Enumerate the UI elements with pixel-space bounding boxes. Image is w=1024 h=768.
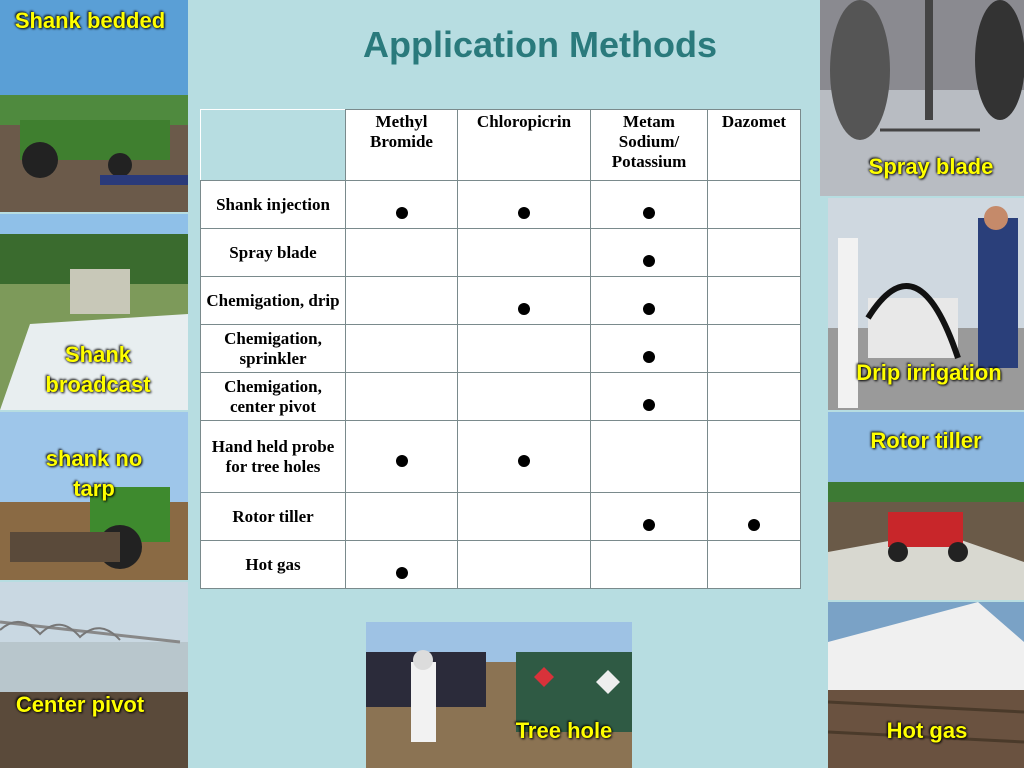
- table-row: [201, 277, 801, 325]
- table-cell: [346, 541, 458, 589]
- table-cell: [346, 493, 458, 541]
- row-header: Hot gas: [201, 541, 346, 589]
- caption-tree-hole: Tree hole: [515, 718, 613, 743]
- table-body: [201, 181, 801, 589]
- table-cell: [458, 493, 591, 541]
- caption-shank-broadcast: Shank broadcast: [45, 342, 151, 397]
- table-cell: [346, 229, 458, 277]
- table-row: [201, 373, 801, 421]
- caption-hot-gas: Hot gas: [886, 718, 968, 743]
- column-header: Dazomet: [708, 110, 801, 181]
- table-header-row: [201, 110, 801, 181]
- caption-shank-bedded: Shank bedded: [14, 8, 166, 33]
- table-cell: [346, 373, 458, 421]
- applies-dot: [643, 207, 655, 219]
- row-header: Spray blade: [201, 229, 346, 277]
- applies-dot: [643, 519, 655, 531]
- applies-dot: [643, 399, 655, 411]
- table-cell: [591, 229, 708, 277]
- photo-center-pivot: [0, 582, 188, 768]
- table-cell: [591, 541, 708, 589]
- applies-dot: [518, 455, 530, 467]
- row-header: Chemigation, sprinkler: [201, 325, 346, 373]
- table-cell: [708, 421, 801, 493]
- row-header: Hand held probe for tree holes: [201, 421, 346, 493]
- table-corner: [201, 110, 346, 181]
- table-row: [201, 325, 801, 373]
- table-row: [201, 229, 801, 277]
- table-cell: [458, 181, 591, 229]
- table-cell: [591, 421, 708, 493]
- table-cell: [458, 421, 591, 493]
- application-methods-table: [200, 109, 801, 589]
- table-row: [201, 493, 801, 541]
- caption-shank-no-tarp: shank no tarp: [45, 446, 143, 501]
- table-cell: [708, 493, 801, 541]
- table-row: [201, 541, 801, 589]
- photo-tree-hole: [366, 622, 632, 768]
- table-cell: [591, 277, 708, 325]
- applies-dot: [396, 207, 408, 219]
- caption-spray-blade: Spray blade: [868, 154, 994, 179]
- applies-dot: [396, 567, 408, 579]
- applies-dot: [643, 303, 655, 315]
- table-cell: [346, 325, 458, 373]
- applies-dot: [518, 303, 530, 315]
- table-cell: [346, 181, 458, 229]
- column-header: Methyl Bromide: [346, 110, 458, 181]
- caption-center-pivot: Center pivot: [15, 692, 145, 717]
- row-header: Shank injection: [201, 181, 346, 229]
- caption-rotor-tiller: Rotor tiller: [870, 428, 982, 453]
- table-cell: [346, 421, 458, 493]
- table-cell: [591, 373, 708, 421]
- column-header: Chloropicrin: [458, 110, 591, 181]
- applies-dot: [643, 351, 655, 363]
- table-cell: [458, 325, 591, 373]
- row-header: Rotor tiller: [201, 493, 346, 541]
- table-cell: [458, 373, 591, 421]
- table-cell: [708, 373, 801, 421]
- applies-dot: [748, 519, 760, 531]
- applies-dot: [643, 255, 655, 267]
- table-row: [201, 181, 801, 229]
- applies-dot: [396, 455, 408, 467]
- table-cell: [708, 541, 801, 589]
- table-cell: [708, 325, 801, 373]
- row-header: Chemigation, drip: [201, 277, 346, 325]
- table-row: [201, 421, 801, 493]
- table-cell: [458, 541, 591, 589]
- table-cell: [346, 277, 458, 325]
- table-cell: [591, 325, 708, 373]
- table-cell: [591, 493, 708, 541]
- table-cell: [708, 277, 801, 325]
- column-header: Metam Sodium/ Potassium: [591, 110, 708, 181]
- table-cell: [458, 229, 591, 277]
- row-header: Chemigation, center pivot: [201, 373, 346, 421]
- table-cell: [708, 181, 801, 229]
- table-cell: [458, 277, 591, 325]
- caption-drip-irrigation: Drip irrigation: [856, 360, 1002, 385]
- table-cell: [708, 229, 801, 277]
- table-cell: [591, 181, 708, 229]
- applies-dot: [518, 207, 530, 219]
- page-title: Application Methods: [363, 24, 717, 65]
